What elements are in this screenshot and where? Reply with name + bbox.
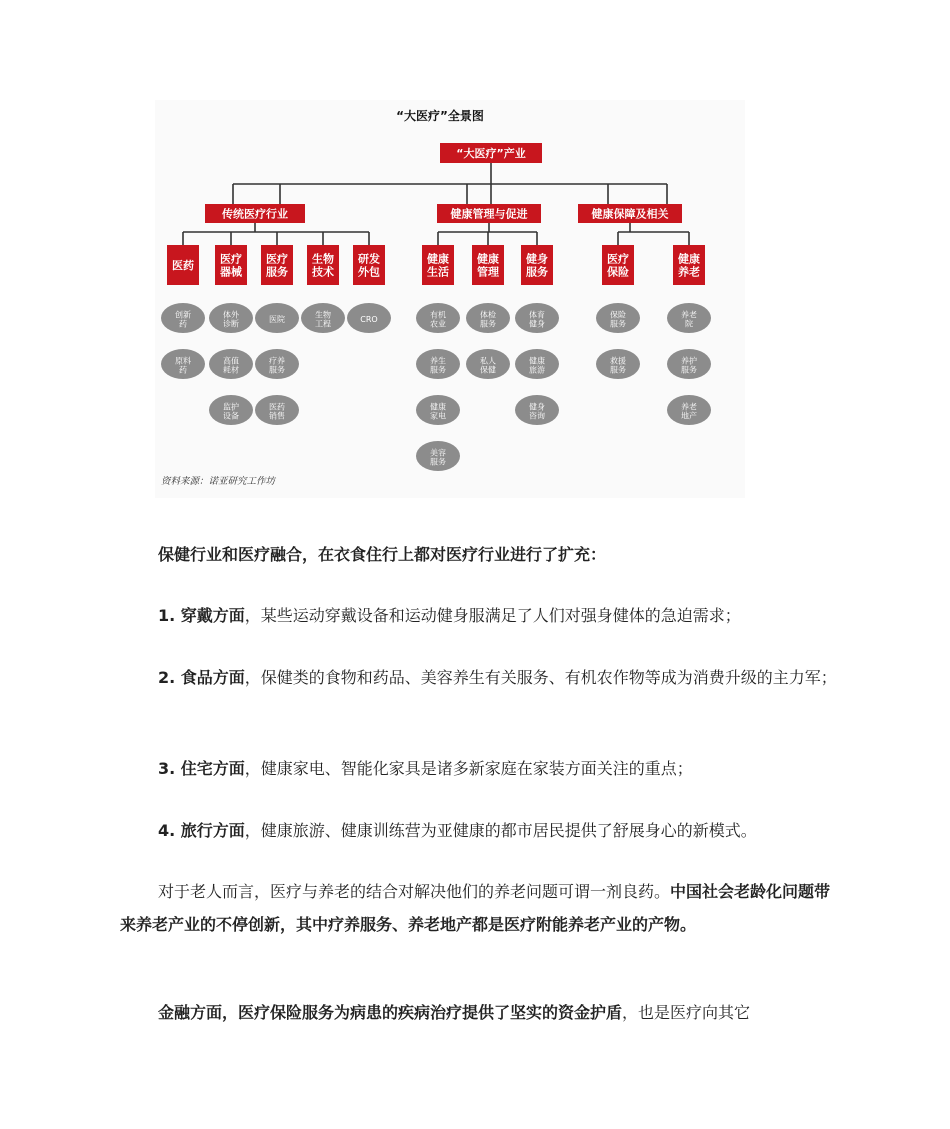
figure-source: 资料来源：诺亚研究工作坊 — [161, 476, 276, 487]
medical-panorama-figure — [155, 100, 745, 498]
item-pill-label: CRO — [360, 315, 378, 324]
item-pill-label: 健身咨询 — [529, 402, 545, 421]
paragraph-2 — [120, 599, 840, 632]
item-pill-label: 体育健身 — [529, 310, 545, 329]
item-pill-label: 有机农业 — [430, 310, 446, 329]
group-node-label: 传统医疗行业 — [222, 207, 288, 221]
category-node-label: 健康生活 — [427, 252, 449, 279]
item-pill-label: 监护设备 — [223, 402, 239, 421]
item-pill-label: 体外诊断 — [223, 310, 239, 329]
category-node-label: 健康养老 — [678, 252, 700, 279]
item-pill-label: 养老地产 — [681, 402, 697, 421]
item-pill-label: 医院 — [269, 315, 285, 324]
paragraph-4-text: ，健康家电、智能化家具是诸多新家庭在家装方面关注的重点； — [244, 759, 693, 778]
item-pill-label: 养老院 — [681, 310, 697, 329]
org-chart — [155, 100, 745, 498]
paragraph-6 — [120, 875, 840, 941]
item-pill-label: 高值耗材 — [223, 356, 239, 375]
paragraph-6-bold: 中国社会老龄化问题带来养老产业的不停创新，其中疗养服务、养老地产都是医疗附能养老产业的产物。 — [120, 882, 831, 934]
item-pill-label: 健康旅游 — [529, 356, 545, 375]
paragraph-6-text: 对于老人而言，医疗与养老的结合对解决他们的养老问题可谓一剂良药。 — [158, 882, 671, 901]
paragraph-5 — [120, 814, 840, 847]
paragraph-3 — [120, 661, 840, 694]
root-node-label: “大医疗”产业 — [456, 147, 526, 160]
category-node-label: 医疗保险 — [607, 252, 629, 279]
item-pill-label: 生物工程 — [315, 310, 331, 329]
item-pill-label: 创新药 — [175, 310, 191, 329]
paragraph-7-text: ，也是医疗向其它 — [622, 1003, 751, 1022]
item-pill-label: 疗养服务 — [269, 356, 285, 375]
paragraph-2-bold: 1. 穿戴方面 — [158, 606, 245, 625]
item-pill-label: 养护服务 — [681, 356, 697, 375]
category-node-label: 医疗服务 — [266, 252, 288, 279]
item-pill-label: 保险服务 — [610, 310, 626, 329]
paragraph-1-bold: 保健行业和医疗融合，在衣食住行上都对医疗行业进行了扩充： — [158, 545, 607, 564]
paragraph-7 — [120, 996, 840, 1029]
paragraph-2-text: ，某些运动穿戴设备和运动健身服满足了人们对强身健体的急迫需求； — [244, 606, 741, 625]
category-node-label: 医疗器械 — [220, 252, 242, 279]
paragraph-7-bold: 金融方面，医疗保险服务为病患的疾病治疗提供了坚实的资金护盾 — [158, 1003, 623, 1022]
item-pill-label: 美容服务 — [430, 448, 446, 467]
paragraph-1 — [120, 538, 840, 571]
group-node-label: 健康保障及相关 — [591, 207, 669, 221]
category-node-label: 生物技术 — [312, 252, 334, 279]
category-node-label: 研发外包 — [358, 252, 380, 279]
paragraph-4 — [120, 752, 840, 785]
category-node-label: 医药 — [172, 259, 194, 272]
paragraph-5-bold: 4. 旅行方面 — [158, 821, 245, 840]
item-pill-label: 健康家电 — [430, 402, 446, 421]
group-node-label: 健康管理与促进 — [450, 207, 528, 221]
paragraph-5-text: ，健康旅游、健康训练营为亚健康的都市居民提供了舒展身心的新模式。 — [244, 821, 757, 840]
paragraph-4-bold: 3. 住宅方面 — [158, 759, 245, 778]
item-pill-label: 原料药 — [175, 356, 191, 375]
item-pill-label: 私人保健 — [480, 356, 496, 375]
paragraph-3-bold: 2. 食品方面 — [158, 668, 245, 687]
category-node-label: 健身服务 — [526, 252, 548, 279]
item-pill-label: 救援服务 — [610, 356, 626, 375]
item-pill-label: 养生服务 — [430, 356, 446, 375]
figure-title: “大医疗”全景图 — [396, 109, 484, 123]
category-node-label: 健康管理 — [477, 252, 499, 279]
paragraph-3-text: ，保健类的食物和药品、美容养生有关服务、有机农作物等成为消费升级的主力军； — [244, 668, 837, 687]
item-pill-label: 医药销售 — [269, 402, 285, 421]
item-pill-label: 体检服务 — [480, 310, 496, 329]
